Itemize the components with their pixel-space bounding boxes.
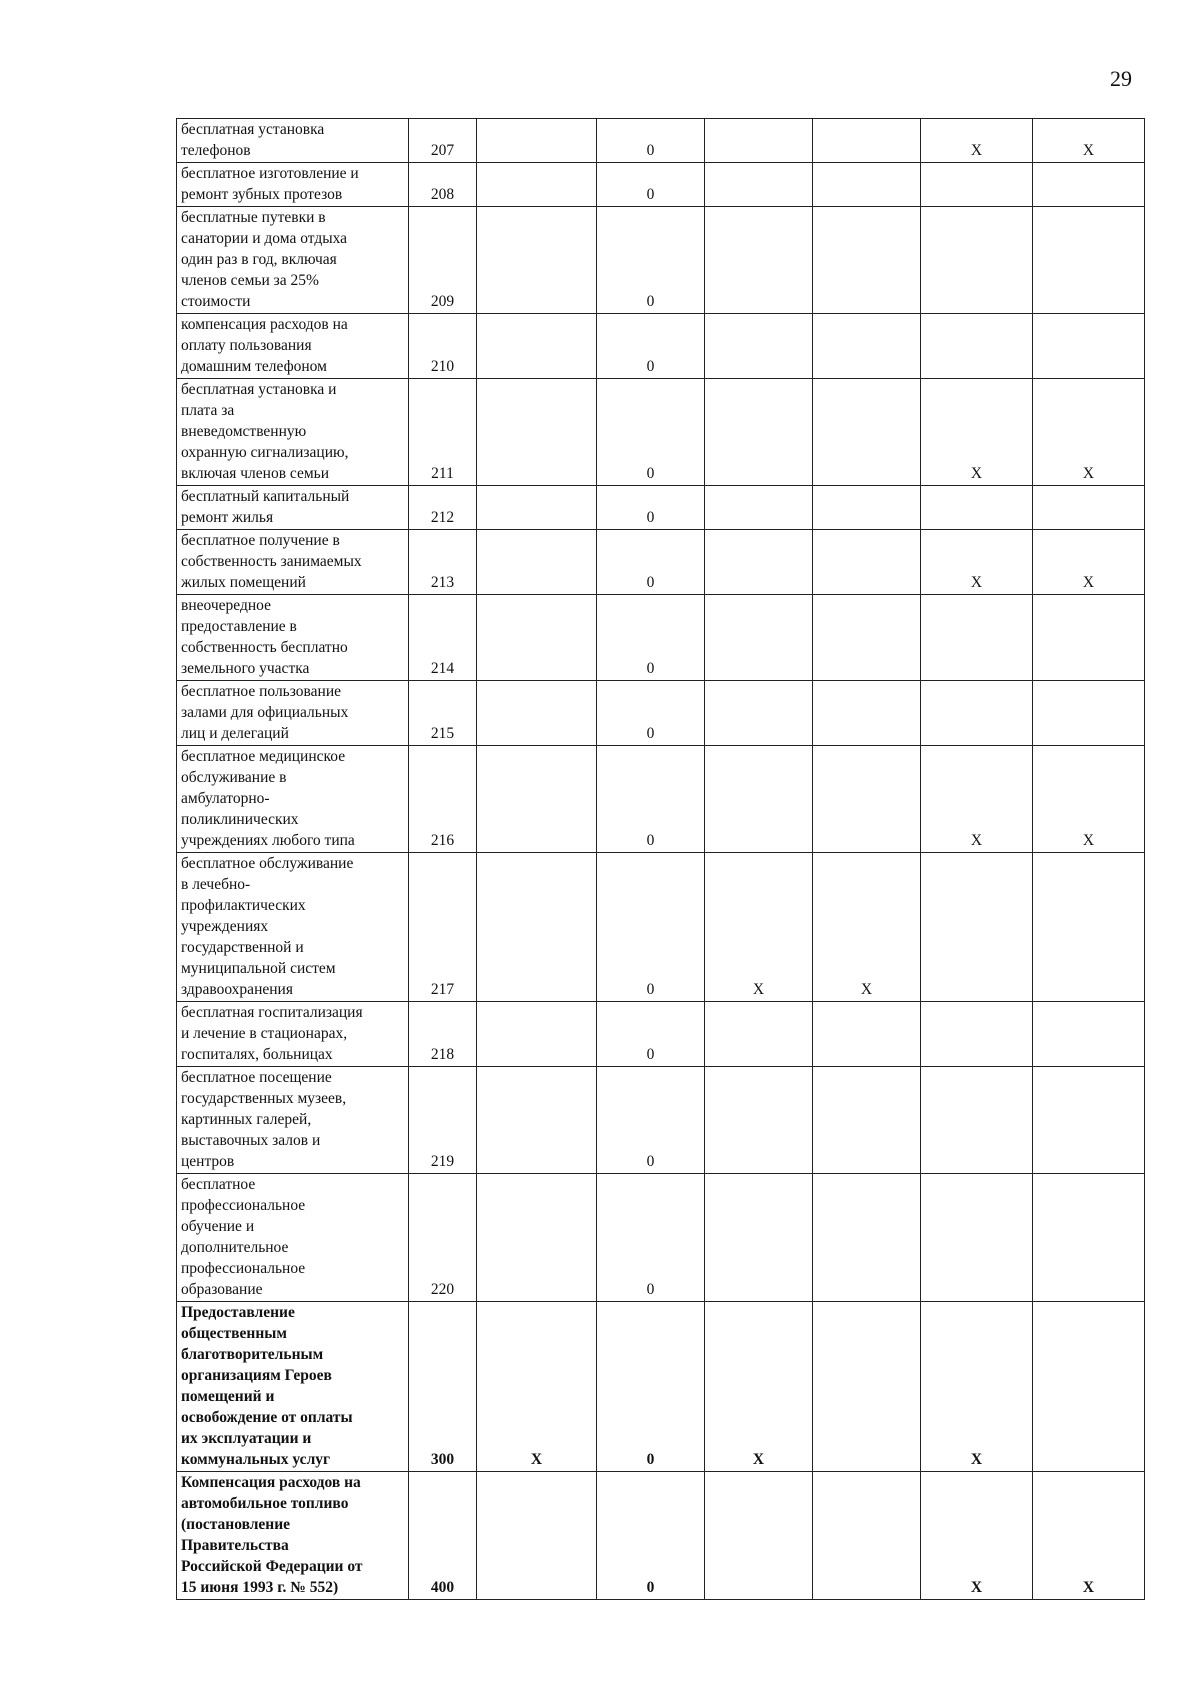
row-name-cell: бесплатная госпитализация и лечение в стационарах, госпиталях, больницах — [177, 1002, 409, 1067]
row-col5-cell — [705, 1002, 813, 1067]
row-col4-cell: 0 — [597, 530, 705, 595]
row-col3-cell — [477, 1002, 597, 1067]
row-col4-cell: 0 — [597, 1302, 705, 1472]
row-col4-cell: 0 — [597, 1002, 705, 1067]
row-col6-cell — [813, 530, 921, 595]
row-col5-cell — [705, 1472, 813, 1600]
table-row — [177, 853, 1145, 1002]
row-col5-cell — [705, 163, 813, 207]
row-col3-cell — [477, 207, 597, 314]
row-code-cell: 212 — [409, 486, 477, 530]
row-name-cell: Предоставление общественным благотворительным организациям Героев помещений и освобождение от оплаты их эксплуатации и коммунальных услуг — [177, 1302, 409, 1472]
row-col5-cell — [705, 314, 813, 379]
table-row — [177, 746, 1145, 853]
row-col4-cell: 0 — [597, 486, 705, 530]
table-row — [177, 1174, 1145, 1302]
row-col3-cell — [477, 379, 597, 486]
row-col8-cell — [1033, 1302, 1145, 1472]
row-col8-cell — [1033, 853, 1145, 1002]
row-col6-cell — [813, 486, 921, 530]
table-row — [177, 1302, 1145, 1472]
row-col5-cell — [705, 486, 813, 530]
row-col6-cell — [813, 119, 921, 163]
row-name-cell: компенсация расходов на оплату пользования домашним телефоном — [177, 314, 409, 379]
row-col3-cell: X — [477, 1302, 597, 1472]
row-code-cell: 220 — [409, 1174, 477, 1302]
row-col5-cell: X — [705, 853, 813, 1002]
row-col7-cell: X — [921, 119, 1033, 163]
row-col8-cell — [1033, 681, 1145, 746]
row-col7-cell: X — [921, 1472, 1033, 1600]
row-col4-cell: 0 — [597, 746, 705, 853]
row-col7-cell — [921, 207, 1033, 314]
table-row — [177, 681, 1145, 746]
row-col4-cell: 0 — [597, 1472, 705, 1600]
row-code-cell: 216 — [409, 746, 477, 853]
table-row — [177, 486, 1145, 530]
row-col6-cell — [813, 379, 921, 486]
row-code-cell: 217 — [409, 853, 477, 1002]
row-col3-cell — [477, 853, 597, 1002]
row-name-cell: бесплатное профессиональное обучение и дополнительное профессиональное образование — [177, 1174, 409, 1302]
row-col3-cell — [477, 1472, 597, 1600]
row-col7-cell — [921, 1174, 1033, 1302]
row-col7-cell — [921, 163, 1033, 207]
row-col3-cell — [477, 486, 597, 530]
row-name-cell: Компенсация расходов на автомобильное топливо (постановление Правительства Российской Федерации от 15 июня 1993 г. № 552) — [177, 1472, 409, 1600]
row-col6-cell — [813, 746, 921, 853]
row-col6-cell — [813, 1472, 921, 1600]
row-name-cell: бесплатное посещение государственных музеев, картинных галерей, выставочных залов и центров — [177, 1067, 409, 1174]
row-col3-cell — [477, 530, 597, 595]
row-col3-cell — [477, 163, 597, 207]
row-name-cell: бесплатное обслуживание в лечебно- профилактических учреждениях государственной и муниципальной систем здравоохранения — [177, 853, 409, 1002]
row-col8-cell: X — [1033, 119, 1145, 163]
row-name-cell: бесплатный капитальный ремонт жилья — [177, 486, 409, 530]
row-col6-cell — [813, 207, 921, 314]
row-name-cell: бесплатная установка и плата за вневедомственную охранную сигнализацию, включая членов семьи — [177, 379, 409, 486]
row-name-cell: бесплатные путевки в санатории и дома отдыха один раз в год, включая членов семьи за 25% стоимости — [177, 207, 409, 314]
row-col7-cell — [921, 853, 1033, 1002]
row-code-cell: 209 — [409, 207, 477, 314]
row-col8-cell — [1033, 314, 1145, 379]
table-row — [177, 1472, 1145, 1600]
row-col8-cell: X — [1033, 530, 1145, 595]
row-col5-cell — [705, 119, 813, 163]
row-col8-cell — [1033, 595, 1145, 681]
row-code-cell: 213 — [409, 530, 477, 595]
row-col7-cell — [921, 595, 1033, 681]
table-row — [177, 119, 1145, 163]
row-name-cell: бесплатное медицинское обслуживание в амбулаторно- поликлинических учреждениях любого типа — [177, 746, 409, 853]
row-col4-cell: 0 — [597, 1174, 705, 1302]
row-col7-cell — [921, 681, 1033, 746]
row-col4-cell: 0 — [597, 314, 705, 379]
page-number: 29 — [1110, 66, 1132, 91]
row-code-cell: 211 — [409, 379, 477, 486]
table-row — [177, 530, 1145, 595]
row-col6-cell — [813, 314, 921, 379]
benefits-table — [176, 118, 1145, 1600]
row-col8-cell — [1033, 1067, 1145, 1174]
row-col7-cell — [921, 314, 1033, 379]
row-code-cell: 400 — [409, 1472, 477, 1600]
row-col6-cell — [813, 681, 921, 746]
row-name-cell: внеочередное предоставление в собственность бесплатно земельного участка — [177, 595, 409, 681]
row-col6-cell — [813, 595, 921, 681]
row-col6-cell — [813, 1302, 921, 1472]
row-col5-cell — [705, 207, 813, 314]
row-col5-cell — [705, 530, 813, 595]
table-row — [177, 207, 1145, 314]
row-col4-cell: 0 — [597, 163, 705, 207]
row-col8-cell: X — [1033, 746, 1145, 853]
row-code-cell: 215 — [409, 681, 477, 746]
row-code-cell: 300 — [409, 1302, 477, 1472]
row-col8-cell — [1033, 486, 1145, 530]
table-row — [177, 595, 1145, 681]
row-col4-cell: 0 — [597, 119, 705, 163]
row-col5-cell — [705, 379, 813, 486]
row-col7-cell: X — [921, 746, 1033, 853]
row-name-cell: бесплатное пользование залами для официальных лиц и делегаций — [177, 681, 409, 746]
row-col6-cell: X — [813, 853, 921, 1002]
row-col5-cell — [705, 595, 813, 681]
row-col7-cell — [921, 1067, 1033, 1174]
row-col6-cell — [813, 1174, 921, 1302]
row-col7-cell: X — [921, 1302, 1033, 1472]
row-col3-cell — [477, 314, 597, 379]
table-row — [177, 314, 1145, 379]
row-col6-cell — [813, 163, 921, 207]
row-col3-cell — [477, 595, 597, 681]
row-col8-cell — [1033, 1002, 1145, 1067]
row-col7-cell — [921, 486, 1033, 530]
row-col8-cell: X — [1033, 379, 1145, 486]
row-col3-cell — [477, 119, 597, 163]
row-code-cell: 218 — [409, 1002, 477, 1067]
table-row — [177, 163, 1145, 207]
row-col5-cell: X — [705, 1302, 813, 1472]
row-col3-cell — [477, 1174, 597, 1302]
row-col7-cell — [921, 1002, 1033, 1067]
row-code-cell: 219 — [409, 1067, 477, 1174]
row-col4-cell: 0 — [597, 1067, 705, 1174]
row-col8-cell — [1033, 207, 1145, 314]
row-col7-cell: X — [921, 530, 1033, 595]
row-col3-cell — [477, 746, 597, 853]
row-col5-cell — [705, 681, 813, 746]
row-col5-cell — [705, 746, 813, 853]
row-col8-cell — [1033, 163, 1145, 207]
table-row — [177, 1002, 1145, 1067]
row-col4-cell: 0 — [597, 853, 705, 1002]
row-col8-cell: X — [1033, 1472, 1145, 1600]
row-col4-cell: 0 — [597, 207, 705, 314]
row-col5-cell — [705, 1174, 813, 1302]
row-name-cell: бесплатное получение в собственность занимаемых жилых помещений — [177, 530, 409, 595]
row-code-cell: 214 — [409, 595, 477, 681]
row-col5-cell — [705, 1067, 813, 1174]
row-code-cell: 210 — [409, 314, 477, 379]
row-code-cell: 207 — [409, 119, 477, 163]
row-col4-cell: 0 — [597, 379, 705, 486]
table-row — [177, 1067, 1145, 1174]
row-col6-cell — [813, 1002, 921, 1067]
row-col4-cell: 0 — [597, 595, 705, 681]
table-body — [177, 119, 1145, 1600]
row-col3-cell — [477, 1067, 597, 1174]
row-col7-cell: X — [921, 379, 1033, 486]
table-row — [177, 379, 1145, 486]
row-name-cell: бесплатное изготовление и ремонт зубных протезов — [177, 163, 409, 207]
row-code-cell: 208 — [409, 163, 477, 207]
row-name-cell: бесплатная установка телефонов — [177, 119, 409, 163]
row-col4-cell: 0 — [597, 681, 705, 746]
row-col8-cell — [1033, 1174, 1145, 1302]
row-col6-cell — [813, 1067, 921, 1174]
row-col3-cell — [477, 681, 597, 746]
